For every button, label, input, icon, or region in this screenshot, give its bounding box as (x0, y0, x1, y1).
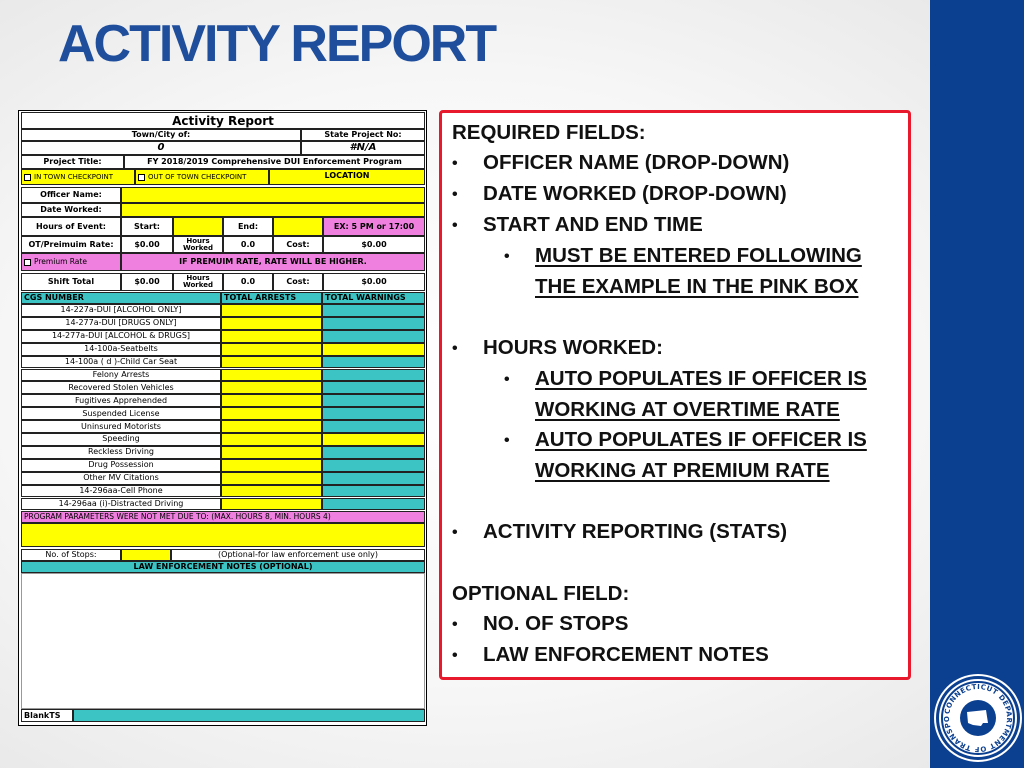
seal-text: CONNECTICUT DEPARTMENT OF TRANSPO (942, 682, 1014, 754)
premium-rate-label: Premium Rate (34, 257, 87, 267)
total-arrests-input[interactable] (221, 420, 322, 433)
law-enforcement-notes-header: LAW ENFORCEMENT NOTES (OPTIONAL) (21, 561, 425, 573)
total-arrests-input[interactable] (221, 472, 322, 485)
cgs-row-label: Speeding (21, 433, 221, 446)
premium-note-line2: WORKING AT PREMIUM RATE (535, 459, 830, 482)
state-project-label: State Project No: (301, 129, 425, 141)
total-warnings-input[interactable] (322, 472, 425, 485)
cgs-row-label: 14-227a-DUI [ALCOHOL ONLY] (21, 304, 221, 317)
total-warnings-input[interactable] (322, 356, 425, 369)
overtime-note-line2: WORKING AT OVERTIME RATE (535, 398, 840, 421)
start-end-note-line1: MUST BE ENTERED FOLLOWING (535, 244, 862, 267)
time-example-box: EX: 5 PM or 17:00 (323, 217, 425, 236)
total-warnings-input[interactable] (322, 420, 425, 433)
cgs-row-label: Uninsured Motorists (21, 420, 221, 433)
project-title-value: FY 2018/2019 Comprehensive DUI Enforcement Program (124, 155, 425, 169)
ot-cost-label: Cost: (273, 236, 323, 253)
program-parameters-input[interactable] (21, 523, 425, 547)
required-item-hours-worked: HOURS WORKED: (483, 336, 663, 359)
bullet-icon: • (452, 155, 458, 172)
right-brand-band (930, 0, 1024, 768)
out-of-town-checkpoint-label: OUT OF TOWN CHECKPOINT (148, 172, 247, 181)
total-arrests-input[interactable] (221, 381, 322, 394)
total-arrests-input[interactable] (221, 433, 322, 446)
total-warnings-input[interactable] (322, 304, 425, 317)
required-item-activity-reporting: ACTIVITY REPORTING (STATS) (483, 520, 788, 543)
stops-label: No. of Stops: (21, 549, 121, 561)
shift-total-amount: $0.00 (121, 273, 173, 291)
instructions-box (439, 110, 911, 680)
total-warnings-input[interactable] (322, 433, 425, 446)
law-enforcement-notes-area[interactable] (21, 573, 425, 709)
ot-hours-value: 0.0 (223, 236, 273, 253)
total-warnings-input[interactable] (322, 343, 425, 356)
total-warnings-input[interactable] (322, 446, 425, 459)
ctdot-seal-graphic (939, 679, 1017, 757)
bullet-icon: • (504, 248, 510, 265)
date-worked-dropdown[interactable] (121, 203, 425, 217)
state-project-value[interactable]: #N/A (301, 141, 425, 155)
shift-cost-label: Cost: (273, 273, 323, 291)
total-warnings-input[interactable] (322, 330, 425, 343)
cgs-row-label: 14-277a-DUI [DRUGS ONLY] (21, 317, 221, 330)
total-warnings-input[interactable] (322, 317, 425, 330)
officer-name-dropdown[interactable] (121, 187, 425, 203)
total-warnings-input[interactable] (322, 369, 425, 382)
ot-rate-amount: $0.00 (121, 236, 173, 253)
cgs-row-label: Drug Possession (21, 459, 221, 472)
bullet-icon: • (452, 616, 458, 633)
required-item-start-end-time: START AND END TIME (483, 213, 703, 236)
cgs-row-label: Felony Arrests (21, 369, 221, 382)
premium-note-line1: AUTO POPULATES IF OFFICER IS (535, 428, 867, 451)
shift-hours-worked-label: Hours Worked (173, 273, 223, 291)
program-parameters-note: PROGRAM PARAMETERS WERE NOT MET DUE TO: (MAX. HOURS 8, MIN. HOURS 4) (21, 511, 425, 523)
in-town-checkpoint[interactable] (21, 169, 135, 185)
stops-note: (Optional-for law enforcement use only) (171, 549, 425, 561)
premium-rate-note: IF PREMUIM RATE, RATE WILL BE HIGHER. (121, 253, 425, 271)
cgs-number-header: CGS NUMBER (21, 292, 221, 304)
premium-rate-checkbox[interactable] (24, 259, 31, 266)
total-arrests-input[interactable] (221, 304, 322, 317)
bullet-icon: • (504, 432, 510, 449)
total-warnings-input[interactable] (322, 381, 425, 394)
total-arrests-input[interactable] (221, 369, 322, 382)
total-arrests-input[interactable] (221, 330, 322, 343)
shift-total-label: Shift Total (21, 273, 121, 291)
optional-item-stops: NO. OF STOPS (483, 612, 629, 635)
total-arrests-input[interactable] (221, 446, 322, 459)
start-time-input[interactable] (173, 217, 223, 236)
slide-title: ACTIVITY REPORT (58, 15, 496, 73)
town-value[interactable]: 0 (21, 141, 301, 155)
cgs-row-label: Fugitives Apprehended (21, 394, 221, 407)
required-item-date-worked: DATE WORKED (DROP-DOWN) (483, 182, 787, 205)
premium-rate-option[interactable] (21, 253, 121, 271)
start-label: Start: (121, 217, 173, 236)
bullet-icon: • (452, 340, 458, 357)
total-arrests-input[interactable] (221, 498, 322, 511)
total-arrests-input[interactable] (221, 317, 322, 330)
bullet-icon: • (452, 186, 458, 203)
bullet-icon: • (452, 524, 458, 541)
cgs-row-label: 14-277a-DUI [ALCOHOL & DRUGS] (21, 330, 221, 343)
end-label: End: (223, 217, 273, 236)
end-time-input[interactable] (273, 217, 323, 236)
shift-hours-value: 0.0 (223, 273, 273, 291)
cgs-row-label: 14-100a ( d )-Child Car Seat (21, 356, 221, 369)
ot-rate-label: OT/Preimuim Rate: (21, 236, 121, 253)
total-arrests-input[interactable] (221, 356, 322, 369)
ctdot-seal-logo (936, 676, 1020, 760)
cgs-row-label: Suspended License (21, 407, 221, 420)
total-warnings-input[interactable] (322, 407, 425, 420)
sheet-tab-blankts[interactable]: BlankTS (21, 709, 73, 722)
town-label: Town/City of: (21, 129, 301, 141)
total-warnings-input[interactable] (322, 459, 425, 472)
hours-of-event-label: Hours of Event: (21, 217, 121, 236)
officer-name-label: Officer Name: (21, 187, 121, 203)
total-arrests-input[interactable] (221, 343, 322, 356)
bullet-icon: • (504, 371, 510, 388)
location-field[interactable]: LOCATION (269, 169, 425, 185)
form-title: Activity Report (21, 112, 425, 129)
cgs-row-label: 14-296aa-Cell Phone (21, 485, 221, 498)
date-worked-label: Date Worked: (21, 203, 121, 217)
out-of-town-checkpoint[interactable] (135, 169, 269, 185)
out-of-town-checkbox[interactable] (138, 174, 145, 181)
total-arrests-input[interactable] (221, 459, 322, 472)
required-heading: REQUIRED FIELDS: (452, 121, 646, 144)
shift-cost-value: $0.00 (323, 273, 425, 291)
in-town-checkpoint-label: IN TOWN CHECKPOINT (34, 172, 114, 181)
cgs-row-label: 14-100a-Seatbelts (21, 343, 221, 356)
optional-item-notes: LAW ENFORCEMENT NOTES (483, 643, 769, 666)
cgs-row-label: Reckless Driving (21, 446, 221, 459)
cgs-row-label: Other MV Citations (21, 472, 221, 485)
sheet-tab-bar (73, 709, 425, 722)
bullet-icon: • (452, 217, 458, 234)
cgs-row-label: Recovered Stolen Vehicles (21, 381, 221, 394)
cgs-row-label: 14-296aa (i)-Distracted Driving (21, 498, 221, 511)
overtime-note-line1: AUTO POPULATES IF OFFICER IS (535, 367, 867, 390)
in-town-checkbox[interactable] (24, 174, 31, 181)
total-arrests-header: TOTAL ARRESTS (221, 292, 322, 304)
stops-input[interactable] (121, 549, 171, 561)
required-item-officer-name: OFFICER NAME (DROP-DOWN) (483, 151, 790, 174)
optional-heading: OPTIONAL FIELD: (452, 582, 630, 605)
total-arrests-input[interactable] (221, 394, 322, 407)
bullet-icon: • (452, 647, 458, 664)
total-warnings-input[interactable] (322, 485, 425, 498)
total-warnings-header: TOTAL WARNINGS (322, 292, 425, 304)
ot-cost-value: $0.00 (323, 236, 425, 253)
total-warnings-input[interactable] (322, 394, 425, 407)
total-arrests-input[interactable] (221, 485, 322, 498)
total-warnings-input[interactable] (322, 498, 425, 511)
total-arrests-input[interactable] (221, 407, 322, 420)
start-end-note-line2: THE EXAMPLE IN THE PINK BOX (535, 275, 859, 298)
ot-hours-worked-label: Hours Worked (173, 236, 223, 253)
project-title-label: Project Title: (21, 155, 124, 169)
activity-report-form (18, 110, 427, 726)
